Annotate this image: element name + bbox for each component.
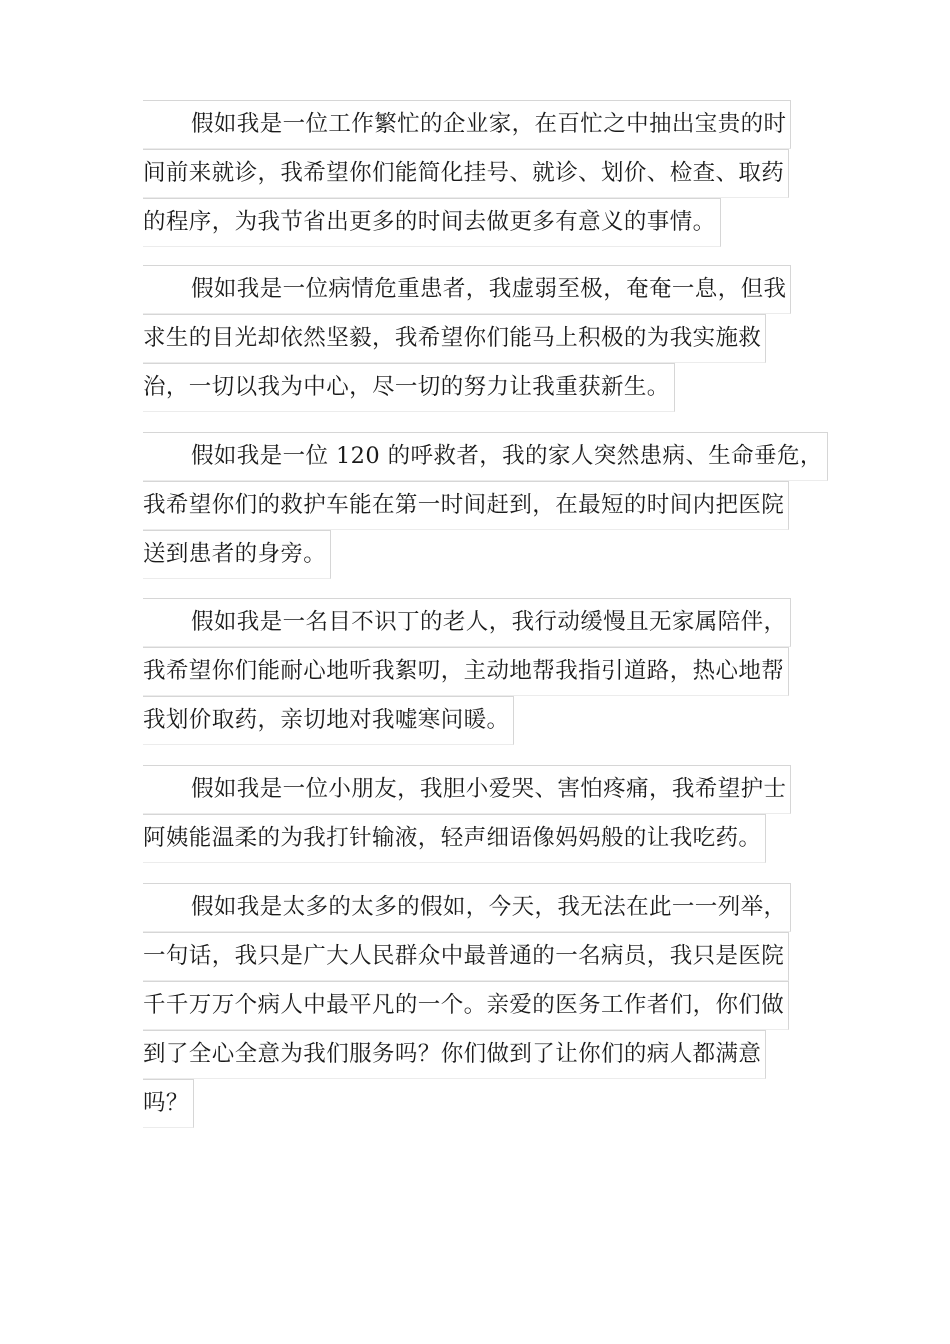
paragraph-line xyxy=(143,432,823,481)
paragraph-entrepreneur xyxy=(143,100,823,247)
line-text: 我划价取药，亲切地对我嘘寒问暖。 xyxy=(143,707,510,733)
line-text: 一句话，我只是广大人民群众中最普通的一名病员，我只是医院 xyxy=(143,943,785,969)
line-text: 阿姨能温柔的为我打针输液，轻声细语像妈妈般的让我吃药。 xyxy=(143,825,762,851)
paragraph-line xyxy=(143,149,823,198)
paragraph-line xyxy=(143,100,823,149)
paragraph-line xyxy=(143,883,823,932)
line-text: 吗？ xyxy=(143,1090,189,1116)
paragraph-line xyxy=(143,765,823,814)
line-text: 我希望你们的救护车能在第一时间赶到，在最短的时间内把医院 xyxy=(143,492,785,518)
paragraph-line xyxy=(143,198,823,247)
line-text: 求生的目光却依然坚毅，我希望你们能马上积极的为我实施救 xyxy=(143,325,762,351)
line-text: 假如我是一位 120 的呼救者，我的家人突然患病、生命垂危， xyxy=(191,443,823,469)
line-text: 间前来就诊，我希望你们能简化挂号、就诊、划价、检查、取药 xyxy=(143,160,785,186)
paragraph-line xyxy=(143,696,823,745)
line-text: 送到患者的身旁。 xyxy=(143,541,327,567)
line-text: 我希望你们能耐心地听我絮叨，主动地帮我指引道路，热心地帮 xyxy=(143,658,785,684)
paragraph-line xyxy=(143,530,823,579)
paragraph-elderly xyxy=(143,598,823,745)
paragraph-line xyxy=(143,1079,823,1128)
line-text: 假如我是一名目不识丁的老人，我行动缓慢且无家属陪伴， xyxy=(191,609,787,635)
paragraph-line xyxy=(143,265,823,314)
line-text: 假如我是一位小朋友，我胆小爱哭、害怕疼痛，我希望护士 xyxy=(191,776,787,802)
paragraph-line xyxy=(143,981,823,1030)
paragraph-line xyxy=(143,814,823,863)
paragraph-line xyxy=(143,647,823,696)
paragraph-emergency-caller xyxy=(143,432,823,579)
paragraph-line xyxy=(143,314,823,363)
line-text: 假如我是太多的太多的假如，今天，我无法在此一一列举， xyxy=(191,894,787,920)
paragraph-conclusion xyxy=(143,883,823,1128)
paragraph-line xyxy=(143,598,823,647)
line-text: 的程序，为我节省出更多的时间去做更多有意义的事情。 xyxy=(143,209,716,235)
paragraph-line xyxy=(143,363,823,412)
line-text: 千千万万个病人中最平凡的一个。亲爱的医务工作者们，你们做 xyxy=(143,992,785,1018)
paragraph-line xyxy=(143,1030,823,1079)
line-text: 假如我是一位病情危重患者，我虚弱至极，奄奄一息，但我 xyxy=(191,276,787,302)
paragraph-line xyxy=(143,932,823,981)
paragraph-child xyxy=(143,765,823,863)
line-text: 到了全心全意为我们服务吗？你们做到了让你们的病人都满意 xyxy=(143,1041,762,1067)
paragraph-critical-patient xyxy=(143,265,823,412)
line-text: 治，一切以我为中心，尽一切的努力让我重获新生。 xyxy=(143,374,670,400)
paragraph-line xyxy=(143,481,823,530)
line-text: 假如我是一位工作繁忙的企业家，在百忙之中抽出宝贵的时 xyxy=(191,111,787,137)
